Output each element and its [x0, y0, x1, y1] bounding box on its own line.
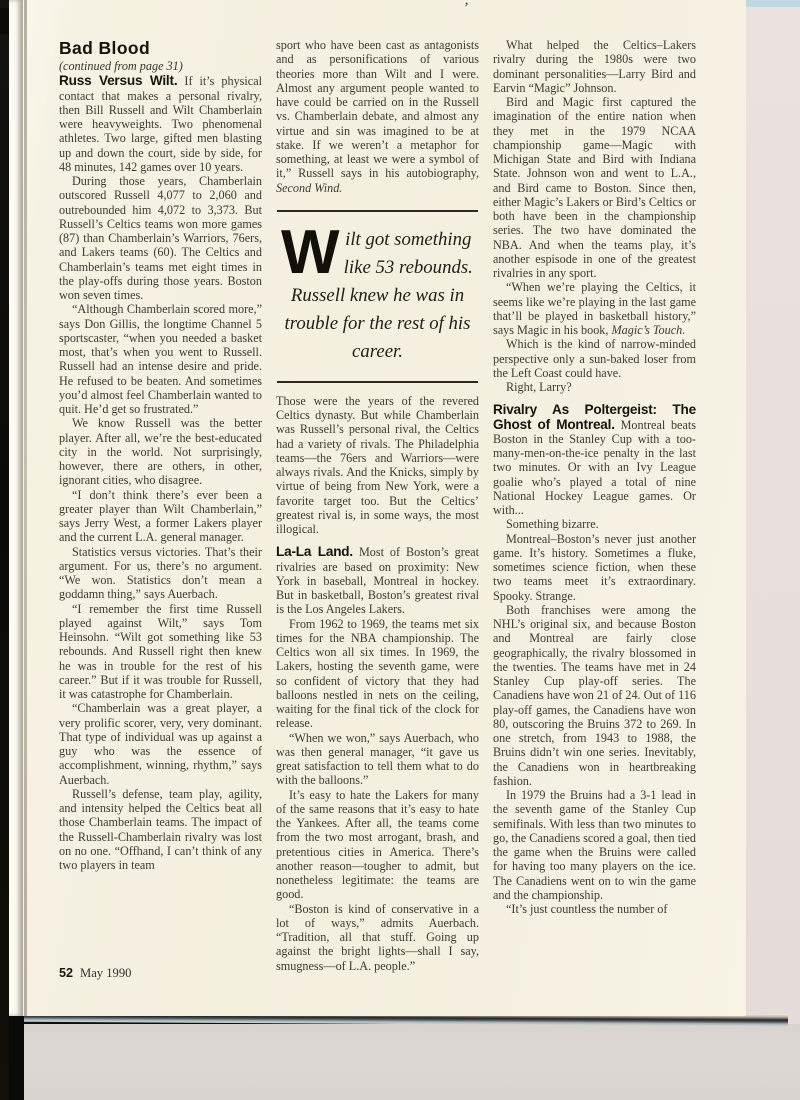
paragraph: From 1962 to 1969, the teams met six times for the NBA championship. The Celtics won all six times. In 1969, the Lakers, hosting the seventh game, were so confident of victory that they had balloons nestled in nets on the ceiling, waiting for the final tick of the clock for release.	[276, 616, 479, 731]
magazine-page	[9, 0, 746, 1016]
paragraph: In 1979 the Bruins had a 3-1 lead in the seventh game of the Stanley Cup semifinals. With less than two minutes to go, the Canadiens scored a goal, then tied the game when the Bruins were called for having too many players on the ice. The Canadiens went on to win the game and the championship.	[493, 788, 696, 902]
book-title-second-wind: Second Wind.	[276, 180, 343, 195]
page-footer	[59, 966, 131, 981]
page-crease-line	[24, 0, 27, 1016]
paragraph: Right, Larry?	[506, 380, 572, 394]
paragraph: Those were the years of the revered Celtics dynasty. But while Chamberlain was Russell’s personal rival, the Celtics had a variety of rivals. The Philadelphia teams—the 76ers and Warriors—were always rivals. And the Knicks, simply by virtue of being from New York, were a favorite target too. But the Celtics’ greatest rival is, in some ways, the most illogical.	[276, 393, 479, 536]
article-body	[59, 38, 696, 973]
paragraph: We know Russell was the better player. After all, we’re the best-educated city in the world. Not surprisingly, however, there are others, in other, ignorant cities, who disagree.	[59, 416, 262, 488]
article-title: Bad Blood	[59, 38, 151, 58]
page-inner-edge	[9, 0, 23, 1016]
paragraph: Bird and Magic first captured the imagination of the entire nation when they met in the 1979 NCAA championship game—Magic with Michigan State and Bird with Indiana State. Johnson won and went to L.A., and Bird came to Boston. Since then, either Magic’s Lakers or Bird’s Celtics or both have been in the championship series. The two have dominated the NBA. And when the teams play, it’s another espisode in one of the greatest rivalries in any sport.	[493, 95, 696, 280]
section-heading-russ-versus-wilt: Russ Versus Wilt.	[59, 73, 178, 89]
pull-quote-dropcap: W	[281, 217, 337, 287]
paragraph: It’s easy to hate the Lakers for many of the same reasons that it’s easy to hate the Yankees. After all, the teams come from the two most arrogant, brash, and pretentious cities in America. There’s another reason—tougher to admit, but nonetheless legitimate: the teams are good.	[276, 787, 479, 902]
page-number: 52	[59, 966, 74, 980]
paragraph	[276, 38, 479, 195]
continued-from-note: (continued from page 31)	[59, 59, 183, 73]
paragraph-text: “When we’re playing the Celtics, it seems like we’re playing in the last game that’ll be played in basketball history,” says Magic in his book,	[493, 280, 696, 337]
paragraph: “When we won,” says Auerbach, who was then general manager, “it gave us great satisfaction to tell them what to do with the balloons.”	[276, 730, 479, 788]
column-3	[493, 38, 696, 973]
pull-quote-text-block	[277, 212, 478, 381]
pull-quote-text: ilt got something like 53 rebounds. Russell knew he was in trouble for the rest of his career.	[284, 228, 473, 362]
issue-date: May 1990	[80, 966, 132, 980]
paragraph: “Boston is kind of conservative in a lot of ways,” admits Auerbach. “Tradition, all that stuff. Going up against the bright lights—shall I say, smugness—of L.A. people.”	[276, 901, 479, 973]
paragraph: Montreal–Boston’s never just another game. It’s history. Sometimes a fluke, sometimes science fiction, when these two teams meet it’s extraordinary. Spooky. Strange.	[493, 531, 696, 603]
column-2	[276, 38, 479, 973]
paragraph: “Chamberlain was a great player, a very prolific scorer, very, very dominant. That type of individual was up against a guy who was the essence of accomplishment, winning, rhythm,” says Auerbach.	[59, 701, 262, 787]
paragraph: “It’s just countless the number of	[506, 902, 668, 916]
paragraph: What helped the Celtics–Lakers rivalry during the 1980s were two dominant personalities—Larry Bird and Earvin “Magic” Johnson.	[493, 38, 696, 95]
paragraph-text: sport who have been cast as antagonists and as personifications of various theories more than Wilt and I were. Almost any argument people wanted to have could be carried on in the Russell vs. Chamberlain debate, and almost any virtue and sin was imagined to be at stake. If we weren’t a metaphor for something, at least we were a symbol of it,” Russell says in his autobiography,	[276, 38, 479, 181]
paragraph: “Although Chamberlain scored more,” says Don Gillis, the longtime Channel 5 sportscaster, “when you needed a basket most, that’s when you went to Russell. Russell had an intense desire and pride. He refused to be beaten. And sometimes you’d almost feel Chamberlain wanted to quit. He’d get so frustrated.”	[59, 302, 262, 416]
paragraph: “I remember the first time Russell played against Wilt,” says Tom Heinsohn. “Wilt got something like 53 rebounds. And Russell right then knew he was in trouble for the rest of his career.” But if it was trouble for Russell, it was catastrophe for Chamberlain.	[59, 601, 262, 701]
paragraph: During those years, Chamberlain outscored Russell 4,077 to 2,060 and outrebounded him 4,072 to 3,373. But Russell’s Celtics teams won more games (87) than Chamberlain’s Warriors, 76ers, and Lakers teams (60). The Celtics and Chamberlain’s teams met eight times in the play-offs during those years. Boston won seven times.	[59, 174, 262, 302]
paragraph-text: Most of Boston’s great rivalries are based on proximity: New York in baseball, Montreal in hockey. But in basketball, Boston’s greatest rival is the Los Angeles Lakers.	[276, 545, 479, 617]
underlying-page-edge	[746, 0, 800, 1100]
underlying-page-blue-edge	[745, 0, 800, 7]
paragraph: Statistics versus victories. That’s their argument. For us, there’s no argument. “We won. Statistics don’t mean a goddamn thing,” says Auerbach.	[59, 544, 262, 602]
section-la-la-land	[276, 545, 479, 616]
section-heading-la-la-land: La-La Land.	[276, 544, 353, 560]
section-heading-ghost-of-montreal: Rivalry As Poltergeist: The Ghost of Montreal.	[493, 402, 696, 432]
paragraph-text: If it’s physical contact that makes a personal rivalry, then Bill Russell and Wilt Chamberlain were heavyweights. Two phenomenal athletes. Two large, gifted men blasting up and down the court, side by side, for 48 minutes, 142 games over 10 years.	[59, 74, 262, 174]
binding-shadow-strip	[0, 0, 9, 1100]
section-rivalry-as-poltergeist	[493, 403, 696, 517]
stray-print-mark: ’	[464, 0, 469, 16]
pull-quote-bottom-rule	[277, 381, 478, 383]
paragraph	[493, 280, 696, 337]
section-russ-versus-wilt	[59, 74, 262, 174]
paragraph: Both franchises were among the NHL’s original six, and because Boston and Montreal are fairly close geographically, the rivalry blossomed in the twenties. The teams have met in 24 Stanley Cup play-off series. The Canadiens have won 21 of 24. Out of 116 play-off games, the Canadiens have won 80, outscoring the Bruins 372 to 269. In one stretch, from 1943 to 1988, the Bruins didn’t win one series. Inevitably, the Canadiens won in heartbreaking fashion.	[493, 602, 696, 788]
paragraph-text: Montreal beats Boston in the Stanley Cup with a too-many-men-on-the-ice penalty in the last two minutes. Or with an Ivy League goalie who’s played a total of nine National Hockey League games. Or with...	[493, 417, 697, 517]
pull-quote	[277, 210, 478, 383]
column-1	[59, 38, 262, 973]
paragraph: “I don’t think there’s ever been a greater player than Wilt Chamberlain,” says Jerry West, a former Lakers player and the current L.A. general manager.	[59, 487, 262, 545]
paragraph: Russell’s defense, team play, agility, and intensity helped the Celtics beat all those Chamberlain teams. The impact of the Russell-Chamberlain rivalry was lost on no one. “Offhand, I can’t think of any two players in team	[59, 786, 262, 872]
surface-below-page	[4, 1024, 800, 1100]
paragraph: Something bizarre.	[506, 517, 599, 532]
paragraph: Which is the kind of narrow-minded perspective only a sun-baked loser from the Left Coast could have.	[493, 337, 696, 380]
book-title-magics-touch: Magic’s Touch.	[611, 323, 686, 337]
